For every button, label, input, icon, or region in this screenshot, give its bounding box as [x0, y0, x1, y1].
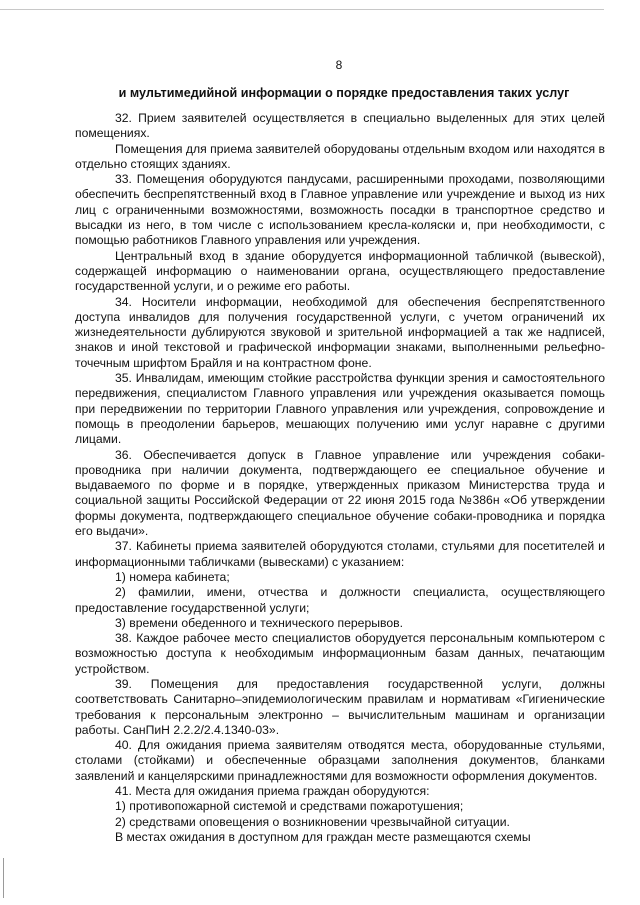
paragraph-38: 38. Каждое рабочее место специалистов оборудуется персональным компьютером с возможностью доступа к необходимым информационным базам данных, печатающим устройством. [75, 631, 605, 676]
paragraph-waiting-areas: В местах ожидания в доступном для граждан месте размещаются схемы [115, 829, 531, 844]
document-body [75, 111, 605, 845]
paragraph-36: 36. Обеспечивается допуск в Главное управление или учреждения собаки-проводника при наличии документа, подтверждающего ее специальное обучение и выдаваемого по форме и в порядке, утвержденных приказом Министерства труда и социальной защиты Российской Федерации от 22 июня 2015 года №386н «Об утверждении формы документа, подтверждающего специальное обучение собаки-проводника и порядка его выдачи». [75, 447, 605, 539]
top-border-line [0, 9, 604, 10]
list-item-37-1: 1) номера кабинета; [115, 569, 230, 584]
paragraph-32-premises: Помещения для приема заявителей оборудованы отдельным входом или находятся в отдельно стоящих зданиях. [75, 141, 605, 171]
paragraph-39: 39. Помещения для предоставления государственной услуги, должны соответствовать Санитарно–эпидемиологическим правилам и нормативам «Гигиенические требования к персональным электронно – вычислительным машинам и организации работы. СанПиН 2.2.2/2.4.1340-03». [75, 676, 605, 737]
scan-edge-mark [3, 858, 4, 898]
paragraph-40: 40. Для ожидания приема заявителям отводятся места, оборудованные стульями, столами (стойками) и обеспеченные образцами заполнения документов, бланками заявлений и канцелярскими принадлежностями для возможности оформления документов. [75, 738, 605, 783]
page-number: 8 [335, 58, 343, 72]
paragraph-37: 37. Кабинеты приема заявителей оборудуются столами, стульями для посетителей и информационными табличками (вывесками) с указанием: [75, 539, 605, 569]
list-item-41-2: 2) средствами оповещения о возникновении чрезвычайной ситуации. [115, 814, 510, 829]
paragraph-32: 32. Прием заявителей осуществляется в специально выделенных для этих целей помещениях. [75, 111, 605, 141]
paragraph-34: 34. Носители информации, необходимой для обеспечения беспрепятственного доступа инвалидов для получения государственной услуги, с учетом ограничений их жизнедеятельности дублируются звуковой и зрительной информацией а так же надписей, знаков и иной текстовой и графической информации знаками, выполненными рельефно-точечным шрифтом Брайля и на контрастном фоне. [75, 294, 605, 370]
list-item-37-3: 3) времени обеденного и технического перерывов. [115, 615, 403, 630]
list-item-41-1: 1) противопожарной системой и средствами пожаротушения; [115, 799, 464, 814]
paragraph-33: 33. Помещения оборудуются пандусами, расширенными проходами, позволяющими обеспечить беспрепятственный вход в Главное управление или учреждение и выход из них лиц с ограниченными возможностями, возможность посадки в транспортное средство и высадки из него, в том числе с использованием кресла-коляски и, при необходимости, с помощью работников Главного управления или учреждения. [75, 172, 605, 248]
paragraph-41: 41. Места для ожидания приема граждан оборудуются: [115, 784, 430, 799]
paragraph-33-entrance: Центральный вход в здание оборудуется информационной табличкой (вывеской), содержащей информацию о наименовании органа, осуществляющего предоставление государственной услуги, и о режиме его работы. [75, 248, 605, 294]
section-heading: и мультимедийной информации о порядке предоставления таких услуг [118, 86, 570, 100]
list-item-37-2: 2) фамилии, имени, отчества и должности специалиста, осуществляющего предоставление государственной услуги; [75, 585, 605, 615]
paragraph-35: 35. Инвалидам, имеющим стойкие расстройства функции зрения и самостоятельного передвижения, специалистом Главного управления или учреждения оказывается помощь при передвижении по территории Главного управления или учреждения, сопровождение и помощь в преодолении барьеров, мешающих получению ими услуг наравне с другими лицами. [75, 371, 605, 447]
